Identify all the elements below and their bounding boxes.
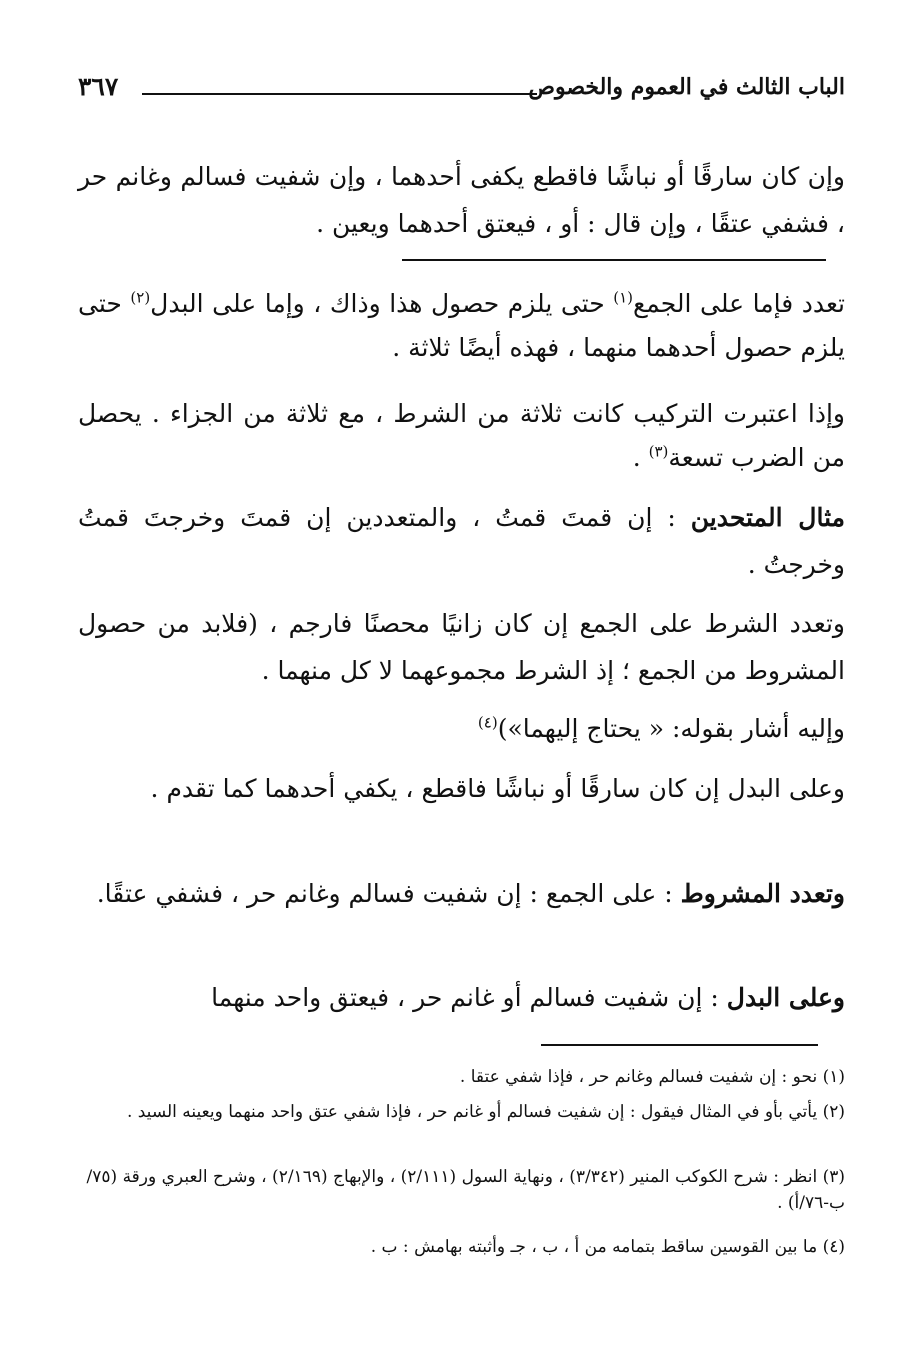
text-run: : إن قمتَ قمتُ ، والمتعددين إن قمتَ وخرجتَ قمتُ وخرجتُ .: [78, 503, 845, 579]
commentary-paragraph-5: [78, 705, 845, 752]
chapter-title: الباب الثالث في العموم والخصوص: [528, 74, 845, 100]
header-rule: [142, 93, 537, 95]
footnote-3: (٣) انظر : شرح الكوكب المنير (٣/٣٤٢) ، ونهاية السول (٢/١١١) ، والإبهاج (٢/١٦٩) ، وشرح العبري ورقة (٧٥/ب-٧٦/أ) .: [86, 1167, 845, 1213]
commentary-paragraph-7: [78, 870, 845, 917]
text-run: وإليه أشار بقوله: « يحتاج إليهما»): [497, 714, 845, 743]
bold-term: وتعدد المشروط: [680, 879, 845, 908]
page-number: ٣٦٧: [78, 72, 119, 101]
footnote-ref-2[interactable]: (٢): [130, 288, 151, 307]
commentary-paragraph-2: [78, 392, 845, 480]
running-header: [78, 74, 845, 110]
footnote-separator-rule: [541, 1044, 818, 1046]
commentary-paragraph-6: وعلى البدل إن كان سارقًا أو نباشًا فاقطع ، يكفي أحدهما كما تقدم .: [150, 774, 845, 803]
text-run: وإذا اعتبرت التركيب كانت ثلاثة من الشرط ، مع ثلاثة من الجزاء . يحصل من الضرب تسعة: [78, 399, 845, 472]
text-separator-rule: [402, 259, 826, 261]
footnote-4: (٤) ما بين القوسين ساقط بتمامه من أ ، ب ، جـ وأثبته بهامش : ب .: [370, 1237, 845, 1257]
commentary-paragraph-4: وتعدد الشرط على الجمع إن كان زانيًا محصنًا فارجم ، (فلابد من حصول المشروط من الجمع ؛ إذ الشرط مجموعهما لا كل منهما .: [78, 609, 845, 685]
text-run: .: [632, 443, 649, 472]
commentary-paragraph-3: [78, 494, 845, 588]
text-run: حتى يلزم حصول هذا وذاك ، وإما على البدل: [150, 289, 614, 318]
text-run: : على الجمع : إن شفيت فسالم وغانم حر ، فشفي عتقًا.: [96, 879, 681, 908]
footnote-ref-3[interactable]: (٣): [648, 442, 669, 461]
commentary-paragraph-1: [78, 282, 845, 370]
text-run: : إن شفيت فسالم أو غانم حر ، فيعتق واحد منهما: [211, 983, 727, 1012]
text-run: تعدد فإما على الجمع: [633, 289, 845, 318]
bold-term: مثال المتحدين: [690, 503, 846, 532]
commentary-paragraph-8: [78, 974, 845, 1021]
footnote-ref-4[interactable]: (٤): [477, 713, 498, 732]
footnote-ref-1[interactable]: (١): [613, 288, 633, 307]
footnote-1: (١) نحو : إن شفيت فسالم وغانم حر ، فإذا شفي عتقا .: [459, 1067, 845, 1087]
quoted-text-paragraph: وإن كان سارقًا أو نباشًا فاقطع يكفى أحدهما ، وإن شفيت فسالم وغانم حر ، فشفي عتقًا ، وإن قال : أو ، فيعتق أحدهما ويعين .: [78, 162, 845, 238]
text-run: حتى يلزم حصول أحدهما منهما ، فهذه أيضًا ثلاثة .: [78, 289, 845, 362]
footnote-2: (٢) يأتي بأو في المثال فيقول : إن شفيت فسالم أو غانم حر ، فإذا شفي عتق واحد منهما ويعينه السيد .: [126, 1102, 845, 1122]
bold-term: وعلى البدل: [726, 983, 845, 1012]
